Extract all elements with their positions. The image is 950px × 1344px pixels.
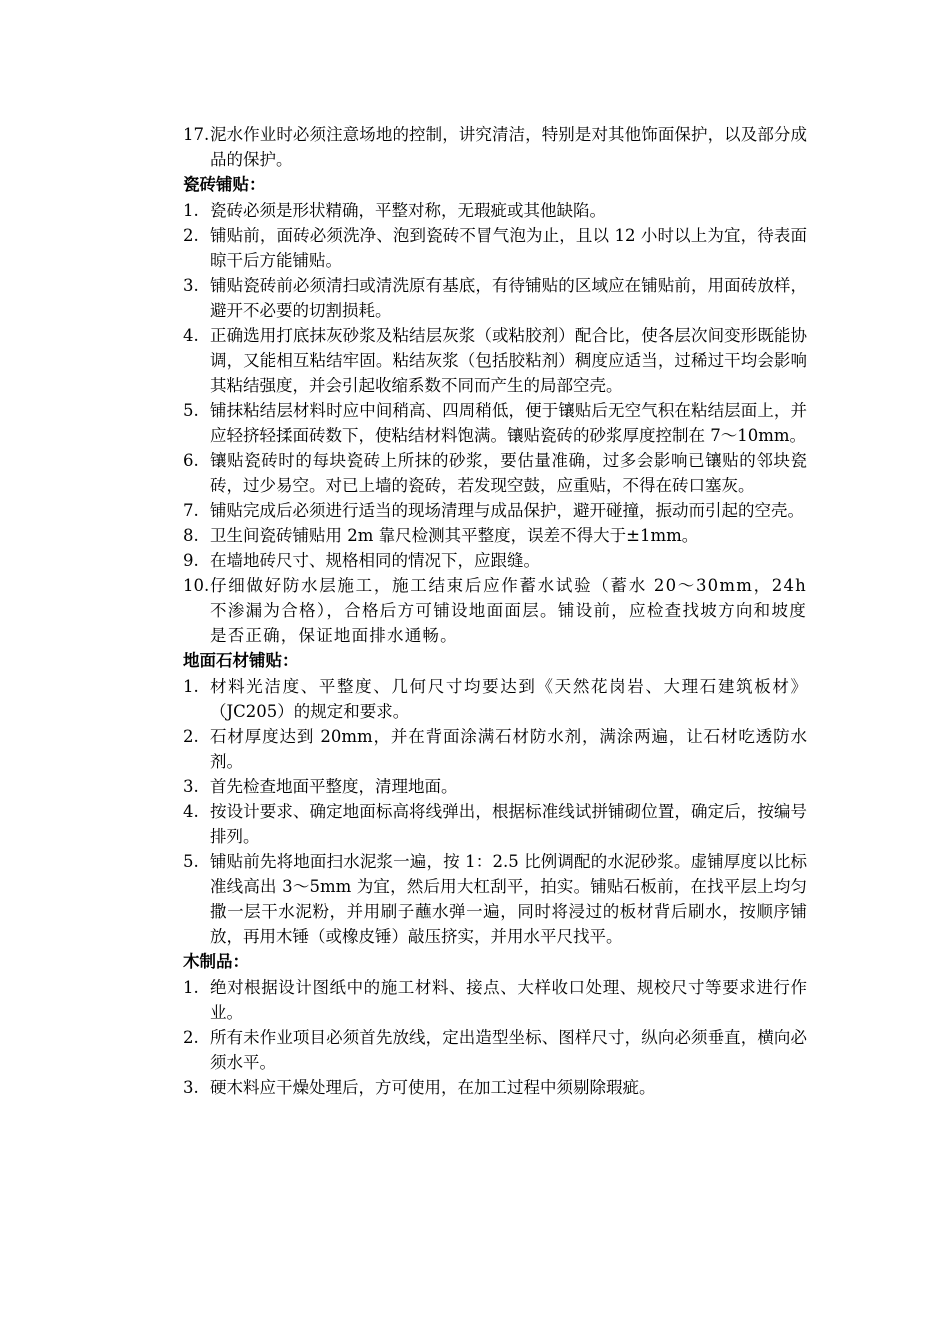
list-item <box>183 975 807 1025</box>
item-number: 1. <box>183 677 199 696</box>
list-item <box>183 724 807 774</box>
item-number: 5. <box>183 401 199 420</box>
item-number: 2. <box>183 226 199 245</box>
item-text: 铺贴瓷砖前必须清扫或清洗原有基底，有待铺贴的区域应在铺贴前，用面砖放样，避开不必要的切割损耗。 <box>210 276 807 320</box>
list-item <box>183 1025 807 1075</box>
item-text: 石材厚度达到 20mm，并在背面涂满石材防水剂，满涂两遍，让石材吃透防水剂。 <box>210 727 807 771</box>
item-text: 首先检查地面平整度，清理地面。 <box>210 777 458 796</box>
item-number: 3. <box>183 276 199 295</box>
list-item <box>183 323 807 398</box>
list-item <box>183 122 807 172</box>
item-text: 铺贴完成后必须进行适当的现场清理与成品保护，避开碰撞，振动而引起的空壳。 <box>210 501 804 520</box>
list-item <box>183 573 807 648</box>
item-number: 2. <box>183 727 199 746</box>
section-tile-laying <box>183 172 807 648</box>
item-text: 所有未作业项目必须首先放线，定出造型坐标、图样尺寸，纵向必须垂直，横向必须水平。 <box>210 1028 807 1072</box>
item-number: 4. <box>183 802 199 821</box>
list-item <box>183 774 807 799</box>
item-text: 在墙地砖尺寸、规格相同的情况下，应跟缝。 <box>210 551 540 570</box>
section-stone-flooring <box>183 648 807 949</box>
item-text: 绝对根据设计图纸中的施工材料、接点、大样收口处理、规校尺寸等要求进行作业。 <box>210 978 807 1022</box>
section-heading: 木制品： <box>183 952 249 971</box>
item-text: 按设计要求、确定地面标高将线弹出，根据标准线试拼铺砌位置，确定后，按编号排列。 <box>210 802 807 846</box>
item-text: 材料光洁度、平整度、几何尺寸均要达到《天然花岗岩、大理石建筑板材》（JC205）的规定和要求。 <box>210 677 807 721</box>
item-number: 7. <box>183 501 199 520</box>
item-text: 铺贴前，面砖必须洗净、泡到瓷砖不冒气泡为止，且以 12 小时以上为宜，待表面晾干后方能铺贴。 <box>210 226 807 270</box>
list-item <box>183 498 807 523</box>
item-number: 4. <box>183 326 199 345</box>
item-text: 卫生间瓷砖铺贴用 2m 靠尺检测其平整度，误差不得大于±1mm。 <box>210 526 699 545</box>
item-text: 正确选用打底抹灰砂浆及粘结层灰浆（或粘胶剂）配合比，使各层次间变形既能协调，又能相互粘结牢固。粘结灰浆（包括胶粘剂）稠度应适当，过稀过干均会影响其粘结强度，并会引起收缩系数不同而产生的局部空壳。 <box>210 326 807 395</box>
list-item <box>183 548 807 573</box>
item-text: 镶贴瓷砖时的每块瓷砖上所抹的砂浆，要估量准确，过多会影响已镶贴的邻块瓷砖，过少易空。对已上墙的瓷砖，若发现空鼓，应重贴，不得在砖口塞灰。 <box>210 451 807 495</box>
item-text: 铺贴前先将地面扫水泥浆一遍，按 1：2.5 比例调配的水泥砂浆。虚铺厚度以比标准线高出 3～5mm 为宜，然后用大杠刮平，拍实。铺贴石板前，在找平层上均匀撒一层干水泥粉，并用刷子蘸水弹一遍，同时将浸过的板材背后刷水，按顺序铺放，再用木锤（或橡皮锤）敲压挤实，并用水平尺找平。 <box>210 852 807 946</box>
item-text: 仔细做好防水层施工，施工结束后应作蓄水试验（蓄水 20～30mm，24h 不渗漏为合格），合格后方可铺设地面面层。铺设前，应检查找坡方向和坡度是否正确，保证地面排水通畅。 <box>210 576 807 645</box>
section-heading: 瓷砖铺贴： <box>183 175 266 194</box>
item-number: 1. <box>183 201 199 220</box>
item-number: 2. <box>183 1028 199 1047</box>
list-item <box>183 198 807 223</box>
section-woodwork <box>183 949 807 1100</box>
item-text: 泥水作业时必须注意场地的控制，讲究清洁，特别是对其他饰面保护，以及部分成品的保护。 <box>210 125 807 169</box>
list-item <box>183 1075 807 1100</box>
list-item <box>183 849 807 949</box>
item-number: 17. <box>183 125 210 144</box>
item-number: 8. <box>183 526 199 545</box>
item-number: 3. <box>183 1078 199 1097</box>
item-number: 9. <box>183 551 199 570</box>
item-number: 6. <box>183 451 199 470</box>
list-item <box>183 523 807 548</box>
item-text: 瓷砖必须是形状精确，平整对称，无瑕疵或其他缺陷。 <box>210 201 606 220</box>
list-item <box>183 398 807 448</box>
item-number: 10. <box>183 576 210 595</box>
document-body <box>183 122 807 1100</box>
item-number: 1. <box>183 978 199 997</box>
item-text: 硬木料应干燥处理后，方可使用，在加工过程中须剔除瑕疵。 <box>210 1078 656 1097</box>
list-item <box>183 674 807 724</box>
section-continuation <box>183 122 807 172</box>
item-number: 5. <box>183 852 199 871</box>
list-item <box>183 223 807 273</box>
item-text: 铺抹粘结层材料时应中间稍高、四周稍低，便于镶贴后无空气积在粘结层面上，并应轻挤轻揉面砖数下，使粘结材料饱满。镶贴瓷砖的砂浆厚度控制在 7～10mm。 <box>210 401 807 445</box>
section-heading: 地面石材铺贴： <box>183 651 299 670</box>
list-item <box>183 799 807 849</box>
list-item <box>183 273 807 323</box>
item-number: 3. <box>183 777 199 796</box>
list-item <box>183 448 807 498</box>
